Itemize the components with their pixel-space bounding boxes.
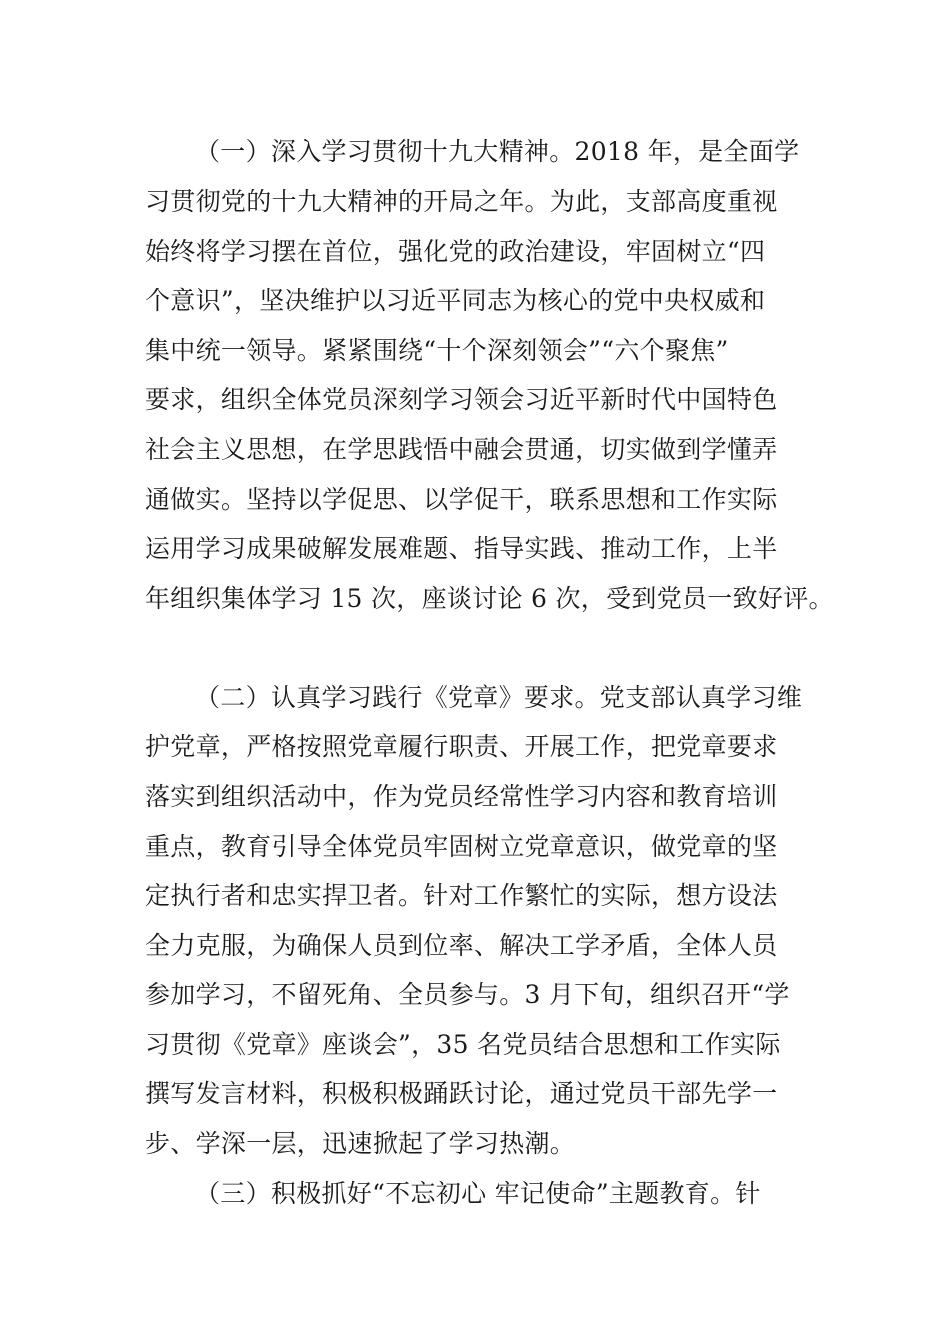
paragraph-1-line-6: 要求，组织全体党员深刻学习领会习近平新时代中国特色 xyxy=(145,385,778,414)
paragraph-2-line-8: 习贯彻《党章》座谈会”，35 名党员结合思想和工作实际 xyxy=(145,1030,781,1059)
paragraph-2-line-4: 重点，教育引导全体党员牢固树立党章意识，做党章的坚 xyxy=(145,832,778,861)
paragraph-2-line-9: 撰写发言材料，积极积极踊跃讨论，通过党员干部先学一 xyxy=(145,1079,778,1108)
paragraph-2-line-3: 落实到组织活动中，作为党员经常性学习内容和教育培训 xyxy=(145,782,778,811)
paragraph-1-line-10: 年组织集体学习 15 次，座谈讨论 6 次，受到党员一致好评。 xyxy=(145,584,834,613)
paragraph-3-line-1: （三）积极抓好“不忘初心 牢记使命”主题教育。针 xyxy=(195,1179,761,1208)
paragraph-1-line-2: 习贯彻党的十九大精神的开局之年。为此，支部高度重视 xyxy=(145,187,778,216)
paragraph-2-line-1: （二）认真学习践行《党章》要求。党支部认真学习维 xyxy=(195,683,803,712)
paragraph-1-line-1: （一）深入学习贯彻十九大精神。2018 年，是全面学 xyxy=(195,137,800,166)
paragraph-1-line-5: 集中统一领导。紧紧围绕“十个深刻领会”“六个聚焦” xyxy=(145,336,729,365)
paragraph-1-line-4: 个意识”，坚决维护以习近平同志为核心的党中央权威和 xyxy=(145,286,766,315)
paragraph-1-line-3: 始终将学习摆在首位，强化党的政治建设，牢固树立“四 xyxy=(145,237,766,266)
paragraph-1-line-8: 通做实。坚持以学促思、以学促干，联系思想和工作实际 xyxy=(145,485,778,514)
paragraph-2-line-6: 全力克服，为确保人员到位率、解决工学矛盾，全体人员 xyxy=(145,931,778,960)
paragraph-2-line-7: 参加学习，不留死角、全员参与。3 月下旬，组织召开“学 xyxy=(145,980,790,1009)
paragraph-2-line-2: 护党章，严格按照党章履行职责、开展工作，把党章要求 xyxy=(145,732,778,761)
paragraph-2-line-5: 定执行者和忠实捍卫者。针对工作繁忙的实际，想方设法 xyxy=(145,881,778,910)
paragraph-2-line-10: 步、学深一层，迅速掀起了学习热潮。 xyxy=(145,1129,576,1158)
paragraph-1-line-7: 社会主义思想，在学思践悟中融会贯通，切实做到学懂弄 xyxy=(145,435,778,464)
paragraph-1-line-9: 运用学习成果破解发展难题、指导实践、推动工作，上半 xyxy=(145,534,778,563)
